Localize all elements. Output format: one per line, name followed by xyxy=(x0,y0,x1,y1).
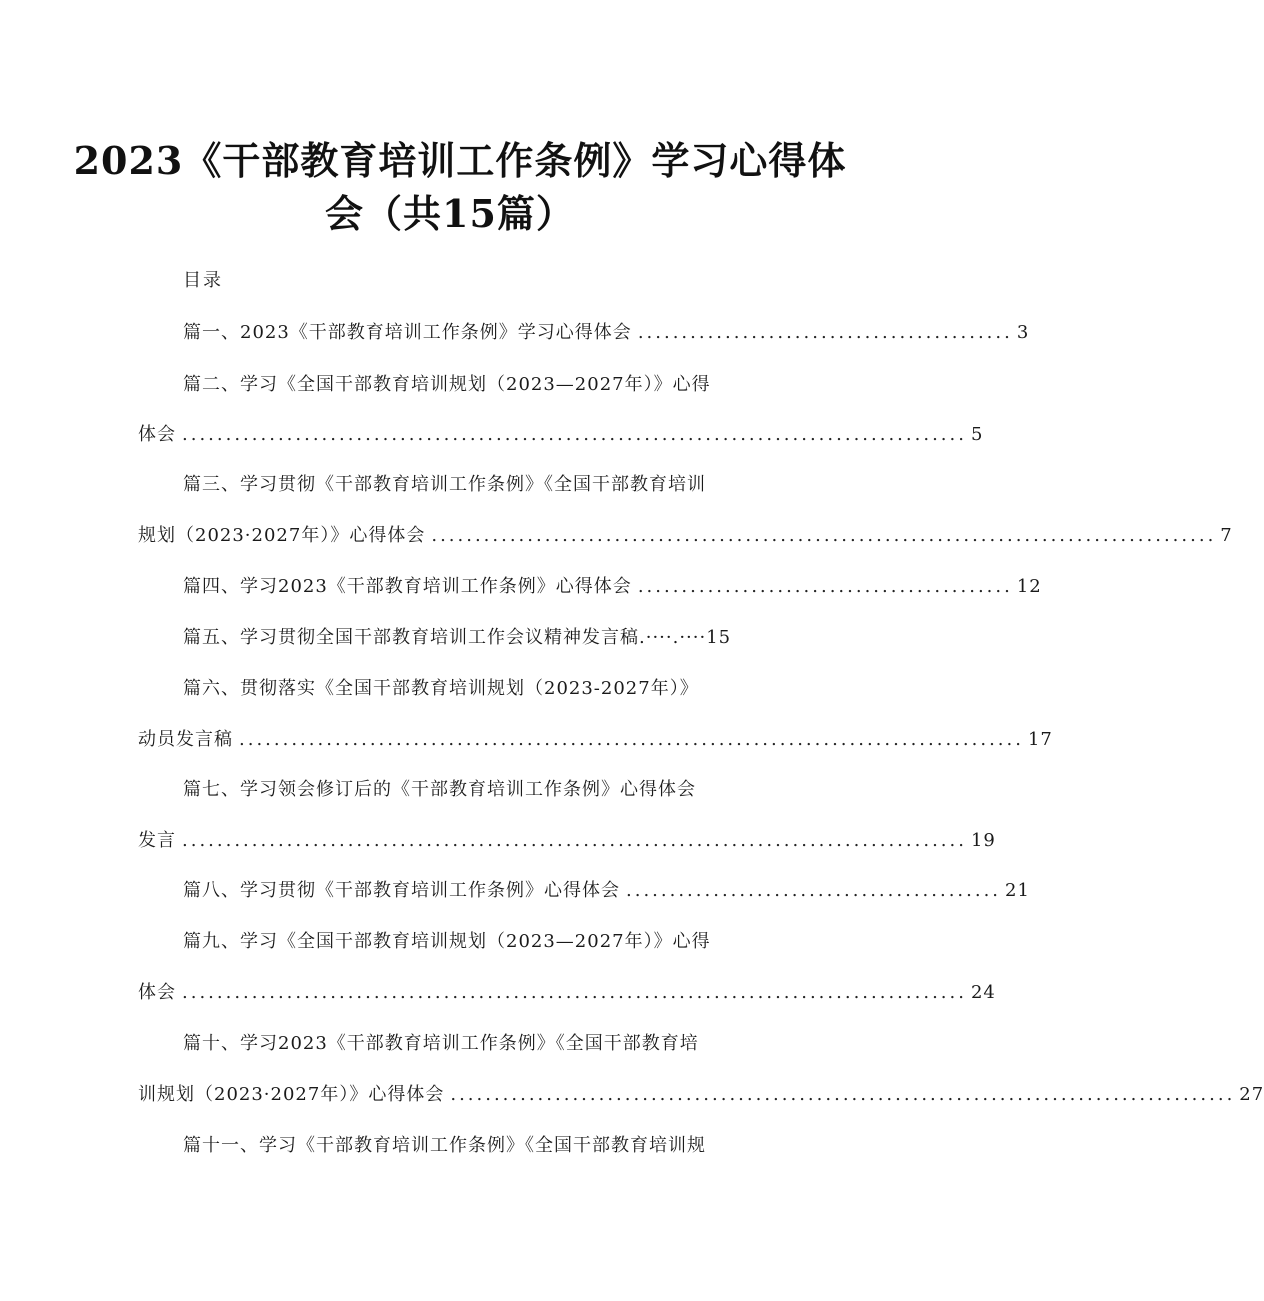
toc-page-number: 17 xyxy=(1027,729,1053,750)
toc-leader-dots: .......................................................................................... xyxy=(431,525,1217,546)
toc-entry-text: 篇三、学习贯彻《干部教育培训工作条例》《全国干部教育培训 xyxy=(183,474,706,495)
toc-entry-4[interactable] xyxy=(183,572,1042,600)
toc-entry-6-line-2[interactable] xyxy=(138,725,1053,753)
toc-leader-dots: ........................................... xyxy=(637,322,1013,343)
toc-leader-dots: ........................................... xyxy=(626,880,1002,901)
toc-entry-9-line-1[interactable] xyxy=(183,927,776,955)
toc-entry-10-line-2[interactable] xyxy=(138,1080,1264,1108)
toc-entry-1[interactable] xyxy=(183,318,1030,346)
toc-leader-dots: .......................................................................................... xyxy=(239,729,1024,750)
toc-entry-text: 动员发言稿 xyxy=(138,729,233,750)
toc-entry-text: 篇十一、学习《干部教育培训工作条例》《全国干部教育培训规 xyxy=(183,1135,706,1156)
toc-entry-5[interactable] xyxy=(183,623,776,651)
toc-entry-text: 篇八、学习贯彻《干部教育培训工作条例》心得体会 xyxy=(183,880,620,901)
toc-entry-text: 篇二、学习《全国干部教育培训规划（2023—2027年）》心得 xyxy=(183,374,711,395)
toc-page-number: 21 xyxy=(1005,880,1030,901)
toc-entry-3-line-1[interactable] xyxy=(183,470,776,498)
toc-entry-3-line-2[interactable] xyxy=(138,521,1233,549)
toc-page-number: 19 xyxy=(970,830,996,851)
toc-leader-dots: .......................................................................................... xyxy=(182,830,967,851)
toc-entry-7-line-1[interactable] xyxy=(183,775,776,803)
toc-page-number: 24 xyxy=(970,982,996,1003)
toc-leader-dots: .......................................................................................... xyxy=(182,424,967,445)
toc-leader-dots: .......................................................................................... xyxy=(450,1084,1236,1105)
toc-entry-text: 体会 xyxy=(138,424,176,445)
toc-entry-text: 发言 xyxy=(138,830,176,851)
toc-entry-6-line-1[interactable] xyxy=(183,674,776,702)
toc-entry-2-line-1[interactable] xyxy=(183,370,776,398)
toc-heading: 目录 xyxy=(183,270,223,291)
toc-entry-text: 篇九、学习《全国干部教育培训规划（2023—2027年）》心得 xyxy=(183,931,711,952)
document-title-line-2: 会（共15篇） xyxy=(325,191,575,236)
toc-page-number: 27 xyxy=(1239,1084,1264,1105)
toc-entry-2-line-2[interactable] xyxy=(138,420,984,448)
toc-entry-text: 篇四、学习2023《干部教育培训工作条例》心得体会 xyxy=(183,576,632,597)
toc-page-number: 7 xyxy=(1220,525,1233,546)
toc-entry-text: 篇一、2023《干部教育培训工作条例》学习心得体会 xyxy=(183,322,632,343)
toc-page-number: 5 xyxy=(970,424,984,445)
toc-entry-10-line-1[interactable] xyxy=(183,1029,776,1057)
toc-entry-text: 篇七、学习领会修订后的《干部教育培训工作条例》心得体会 xyxy=(183,779,696,800)
toc-leader-dots: .......................................................................................... xyxy=(182,982,967,1003)
toc-leader-dots: ........................................... xyxy=(637,576,1013,597)
toc-entry-text: 体会 xyxy=(138,982,176,1003)
toc-entry-text: 篇六、贯彻落实《全国干部教育培训规划（2023-2027年）》 xyxy=(183,678,699,699)
toc-entry-11-line-1[interactable] xyxy=(183,1131,776,1159)
document-title-line-1: 2023《干部教育培训工作条例》学习心得体 xyxy=(73,138,847,183)
toc-page-number: 3 xyxy=(1016,322,1030,343)
toc-page-number: 12 xyxy=(1016,576,1042,597)
toc-entry-9-line-2[interactable] xyxy=(138,978,996,1006)
toc-entry-7-line-2[interactable] xyxy=(138,826,996,854)
toc-entry-text: 训规划（2023·2027年）》心得体会 xyxy=(138,1084,445,1105)
toc-entry-text: 篇五、学习贯彻全国干部教育培训工作会议精神发言稿.····.····15 xyxy=(183,627,732,648)
toc-entry-text: 规划（2023·2027年）》心得体会 xyxy=(138,525,426,546)
toc-entry-text: 篇十、学习2023《干部教育培训工作条例》《全国干部教育培 xyxy=(183,1033,699,1054)
toc-entry-8[interactable] xyxy=(183,876,1030,904)
